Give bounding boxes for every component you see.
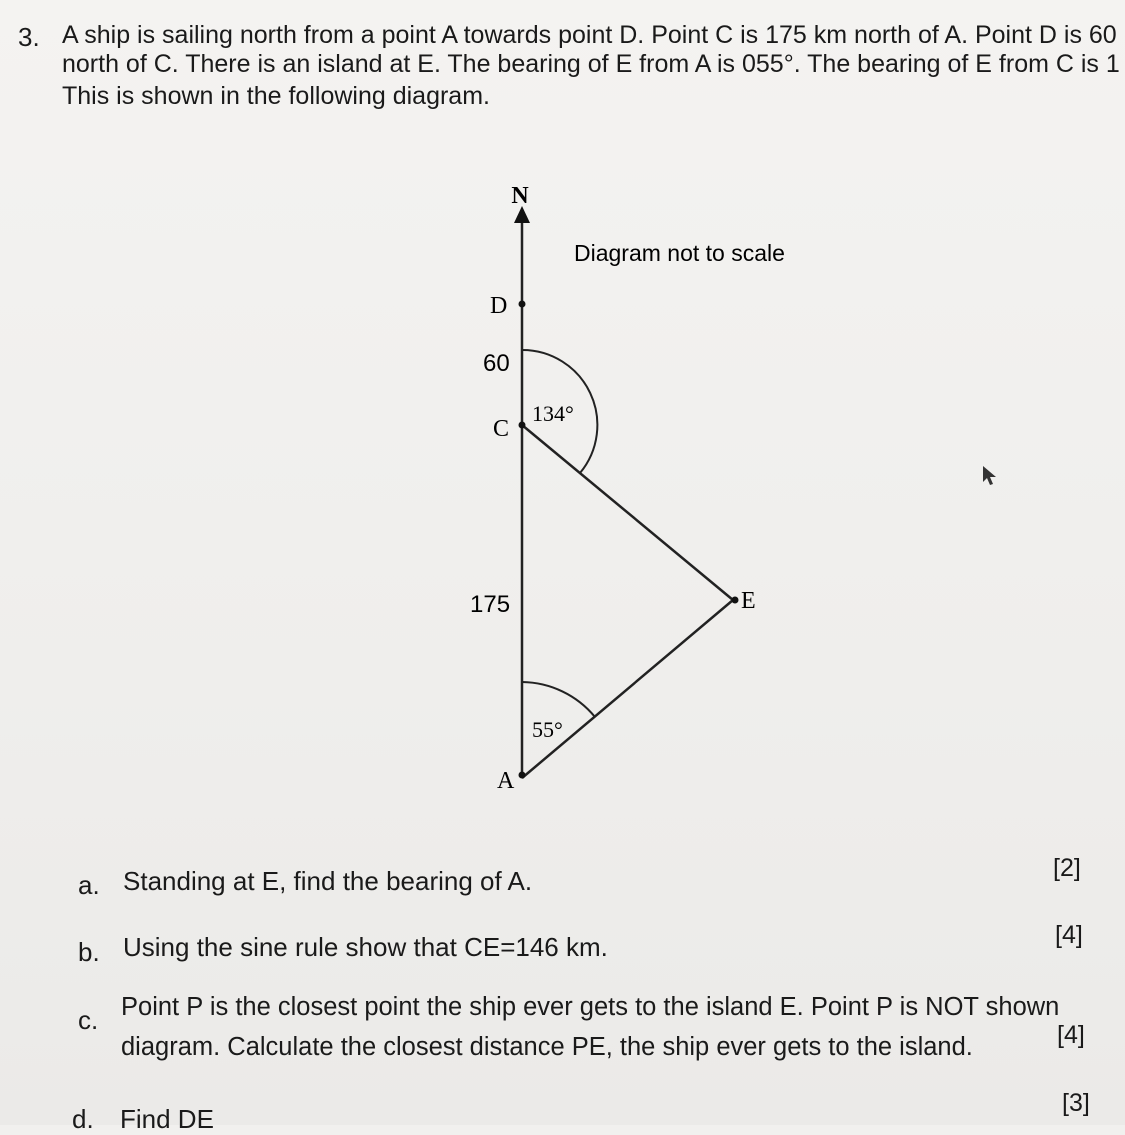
point-E-label: E — [741, 588, 756, 614]
point-C-dot — [519, 422, 526, 429]
angle-A-label: 55° — [532, 717, 563, 742]
part-d-letter: d. — [72, 1104, 94, 1134]
question-number: 3. — [18, 22, 40, 52]
not-to-scale-note: Diagram not to scale — [574, 240, 785, 266]
length-DC-label: 60 — [483, 350, 510, 377]
part-a-marks: [2] — [1053, 854, 1081, 882]
part-c-letter: c. — [78, 1005, 99, 1035]
point-D-label: D — [490, 293, 508, 319]
part-a-letter: a. — [78, 870, 100, 900]
part-d-text: Find DE — [120, 1104, 214, 1134]
part-c-marks: [4] — [1057, 1021, 1085, 1049]
point-C-label: C — [493, 416, 510, 442]
part-a-text: Standing at E, find the bearing of A. — [123, 866, 533, 896]
question-text-line-2: north of C. There is an island at E. The bearing of E from A is 055°. The bearing of E from C is 1 — [62, 50, 1120, 78]
point-A-dot — [519, 772, 526, 779]
mouse-cursor-icon — [983, 466, 996, 485]
line-AE — [522, 600, 733, 778]
line-CE — [522, 425, 733, 600]
north-label: N — [511, 183, 529, 209]
part-c-text-line-2: diagram. Calculate the closest distance PE, the ship ever gets to the island. — [121, 1033, 973, 1061]
question-text-line-1: A ship is sailing north from a point A towards point D. Point C is 175 km north of A. Point D is 60 — [62, 21, 1117, 49]
question-text-line-3: This is shown in the following diagram. — [62, 82, 490, 110]
part-d-marks: [3] — [1062, 1089, 1090, 1117]
part-b-text: Using the sine rule show that CE=146 km. — [123, 932, 608, 962]
length-CA-label: 175 — [470, 591, 511, 618]
point-E-dot — [732, 597, 739, 604]
angle-C-label: 134° — [532, 401, 574, 426]
point-D-dot — [519, 301, 526, 308]
angle-arc-A — [522, 682, 595, 717]
part-b-letter: b. — [78, 937, 100, 967]
part-c-text-line-1: Point P is the closest point the ship ever gets to the island E. Point P is NOT shown — [121, 993, 1060, 1021]
part-b-marks: [4] — [1055, 921, 1083, 949]
point-A-label: A — [497, 768, 515, 794]
